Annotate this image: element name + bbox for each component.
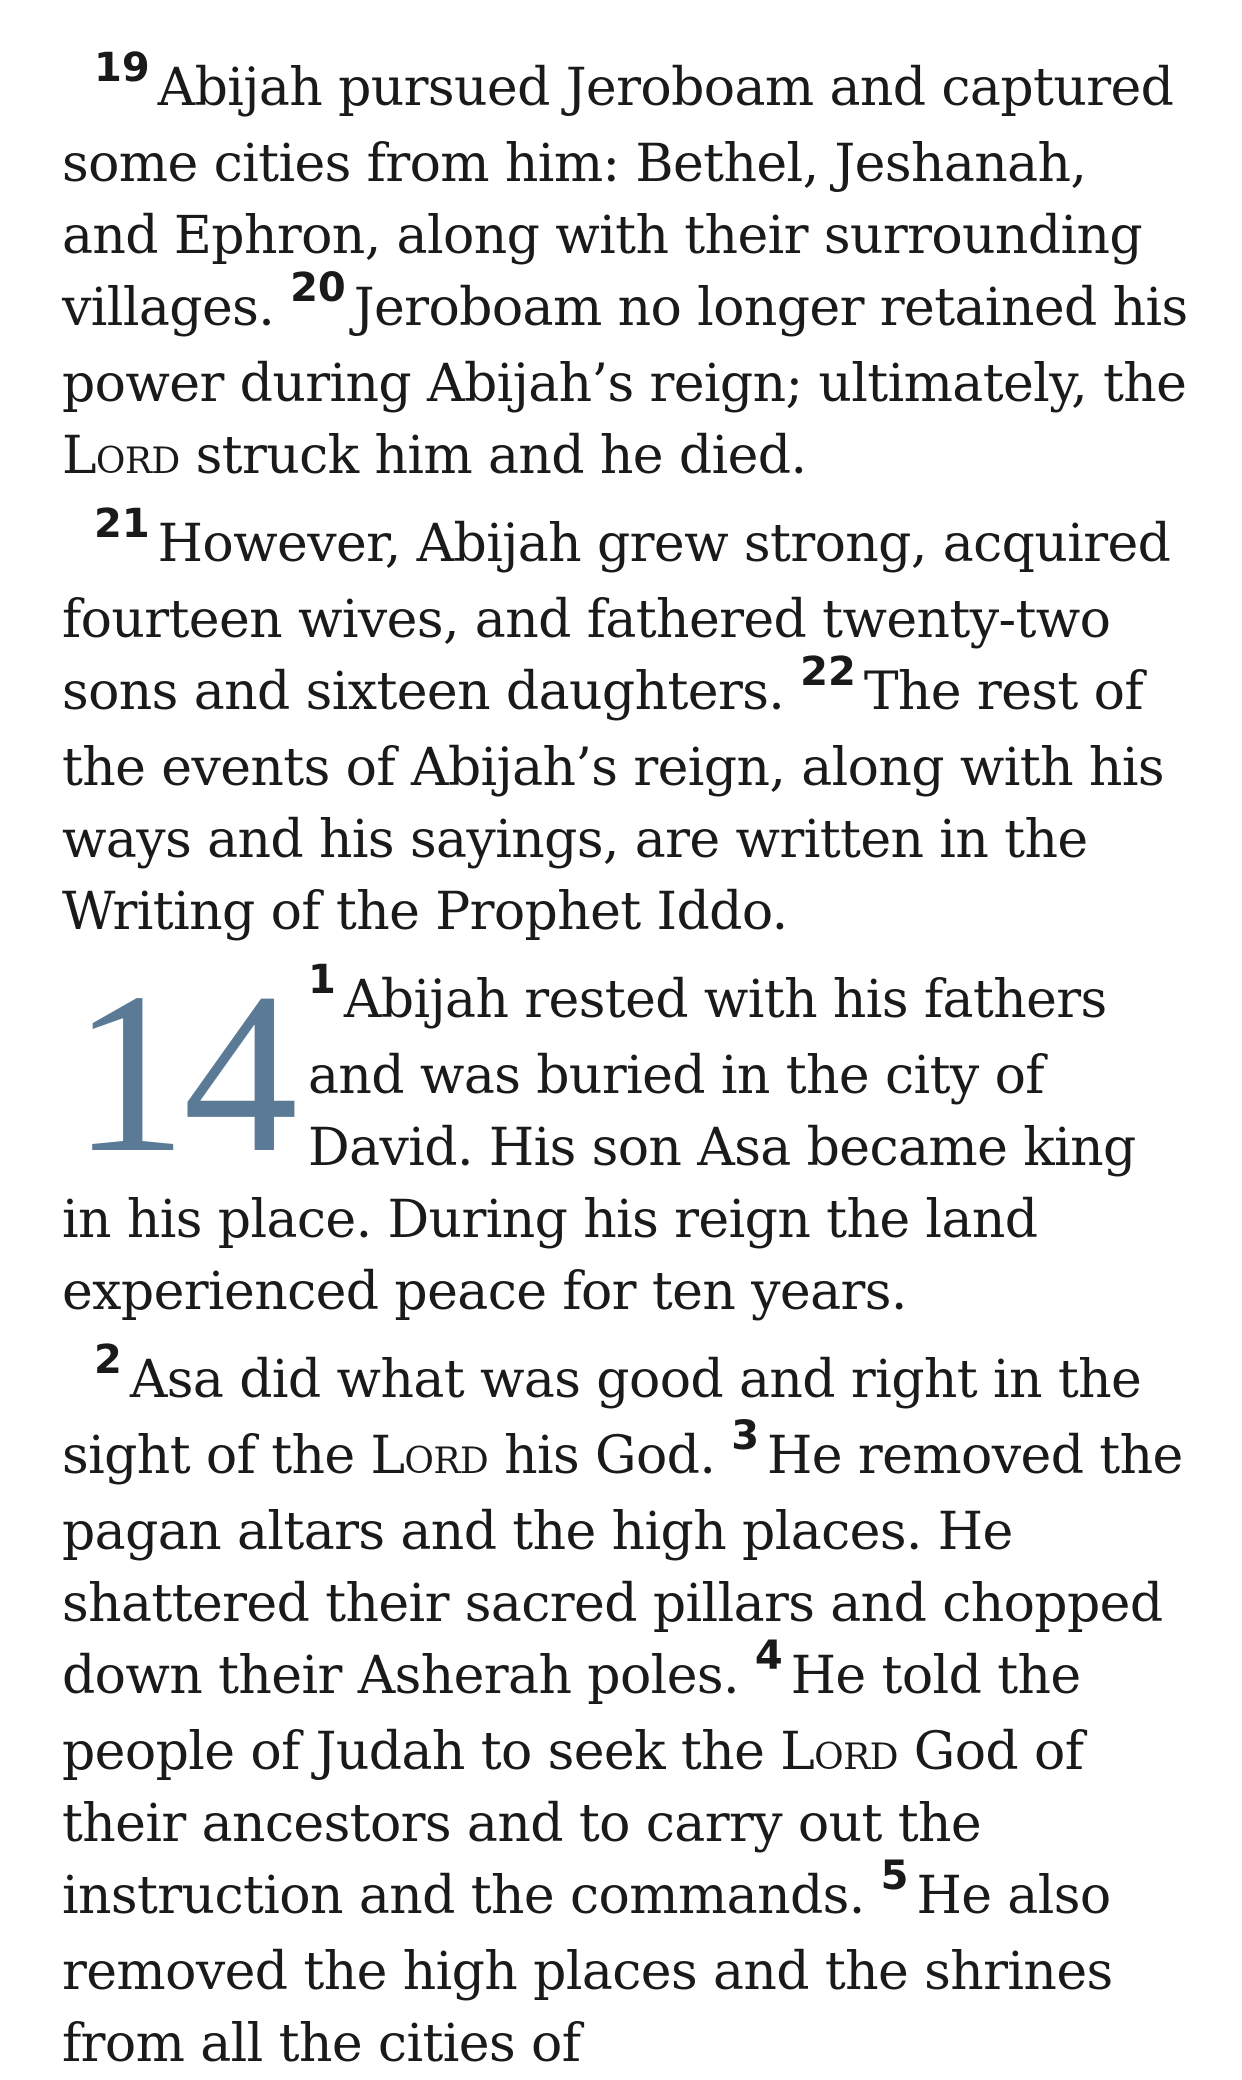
paragraph-verses-19-20 bbox=[62, 45, 1192, 492]
chapter-number[interactable]: 14 bbox=[72, 945, 294, 1200]
verse-number-21[interactable]: 21 bbox=[94, 501, 150, 547]
verse-number-3[interactable]: 3 bbox=[731, 1413, 760, 1459]
paragraph-verses-21-22 bbox=[62, 501, 1192, 948]
verse-number-4[interactable]: 4 bbox=[754, 1633, 783, 1679]
verse-number-5[interactable]: 5 bbox=[880, 1853, 909, 1899]
verse-1-text: Abijah rested with his fathers and was buried in the city of David. His son Asa became king in his place. During his reign the land experienced peace for ten years. bbox=[62, 970, 1136, 1322]
lord-small-caps: Lord bbox=[62, 426, 180, 486]
verse-number-20[interactable]: 20 bbox=[290, 265, 346, 311]
verse-21-text: However, Abijah grew strong, acquired fourteen wives, and fathered twenty-two sons and sixteen daughters. bbox=[62, 514, 1171, 722]
verse-number-22[interactable]: 22 bbox=[800, 649, 856, 695]
verse-2-text-b: his God. bbox=[504, 1426, 716, 1486]
verse-20-text-b: struck him and he died. bbox=[195, 426, 807, 486]
paragraph-verses-2-5 bbox=[62, 1337, 1192, 2080]
verse-number-1[interactable]: 1 bbox=[308, 957, 336, 1003]
reader-text bbox=[62, 45, 1192, 2080]
verse-22-text: The rest of the events of Abijah’s reign, along with his ways and his sayings, are written in the Writing of the Prophet Iddo. bbox=[62, 662, 1164, 942]
verse-4-text-b: God of their ancestors and to carry out the instruction and the commands. bbox=[62, 1722, 1084, 1926]
verse-5-text: He also removed the high places and the shrines from all the cities of bbox=[62, 1866, 1113, 2074]
verse-2-text-a: Asa did what was good and right in the sight of the bbox=[62, 1350, 1142, 1486]
verse-4-text-a: He told the people of Judah to seek the bbox=[62, 1646, 1081, 1782]
chapter-14-opening bbox=[62, 945, 1192, 1328]
lord-small-caps: Lord bbox=[780, 1722, 898, 1782]
verse-3-text: He removed the pagan altars and the high places. He shattered their sacred pillars and chopped down their Asherah poles. bbox=[62, 1426, 1183, 1706]
verse-number-19[interactable]: 19 bbox=[94, 45, 150, 91]
verse-number-2[interactable]: 2 bbox=[94, 1337, 122, 1383]
lord-small-caps: Lord bbox=[370, 1426, 489, 1486]
verse-19-text: Abijah pursued Jeroboam and captured some cities from him: Bethel, Jeshanah, and Ephron, along with their surrounding villages. bbox=[62, 58, 1174, 338]
verse-20-text-a: Jeroboam no longer retained his power during Abijah’s reign; ultimately, the bbox=[62, 278, 1188, 414]
